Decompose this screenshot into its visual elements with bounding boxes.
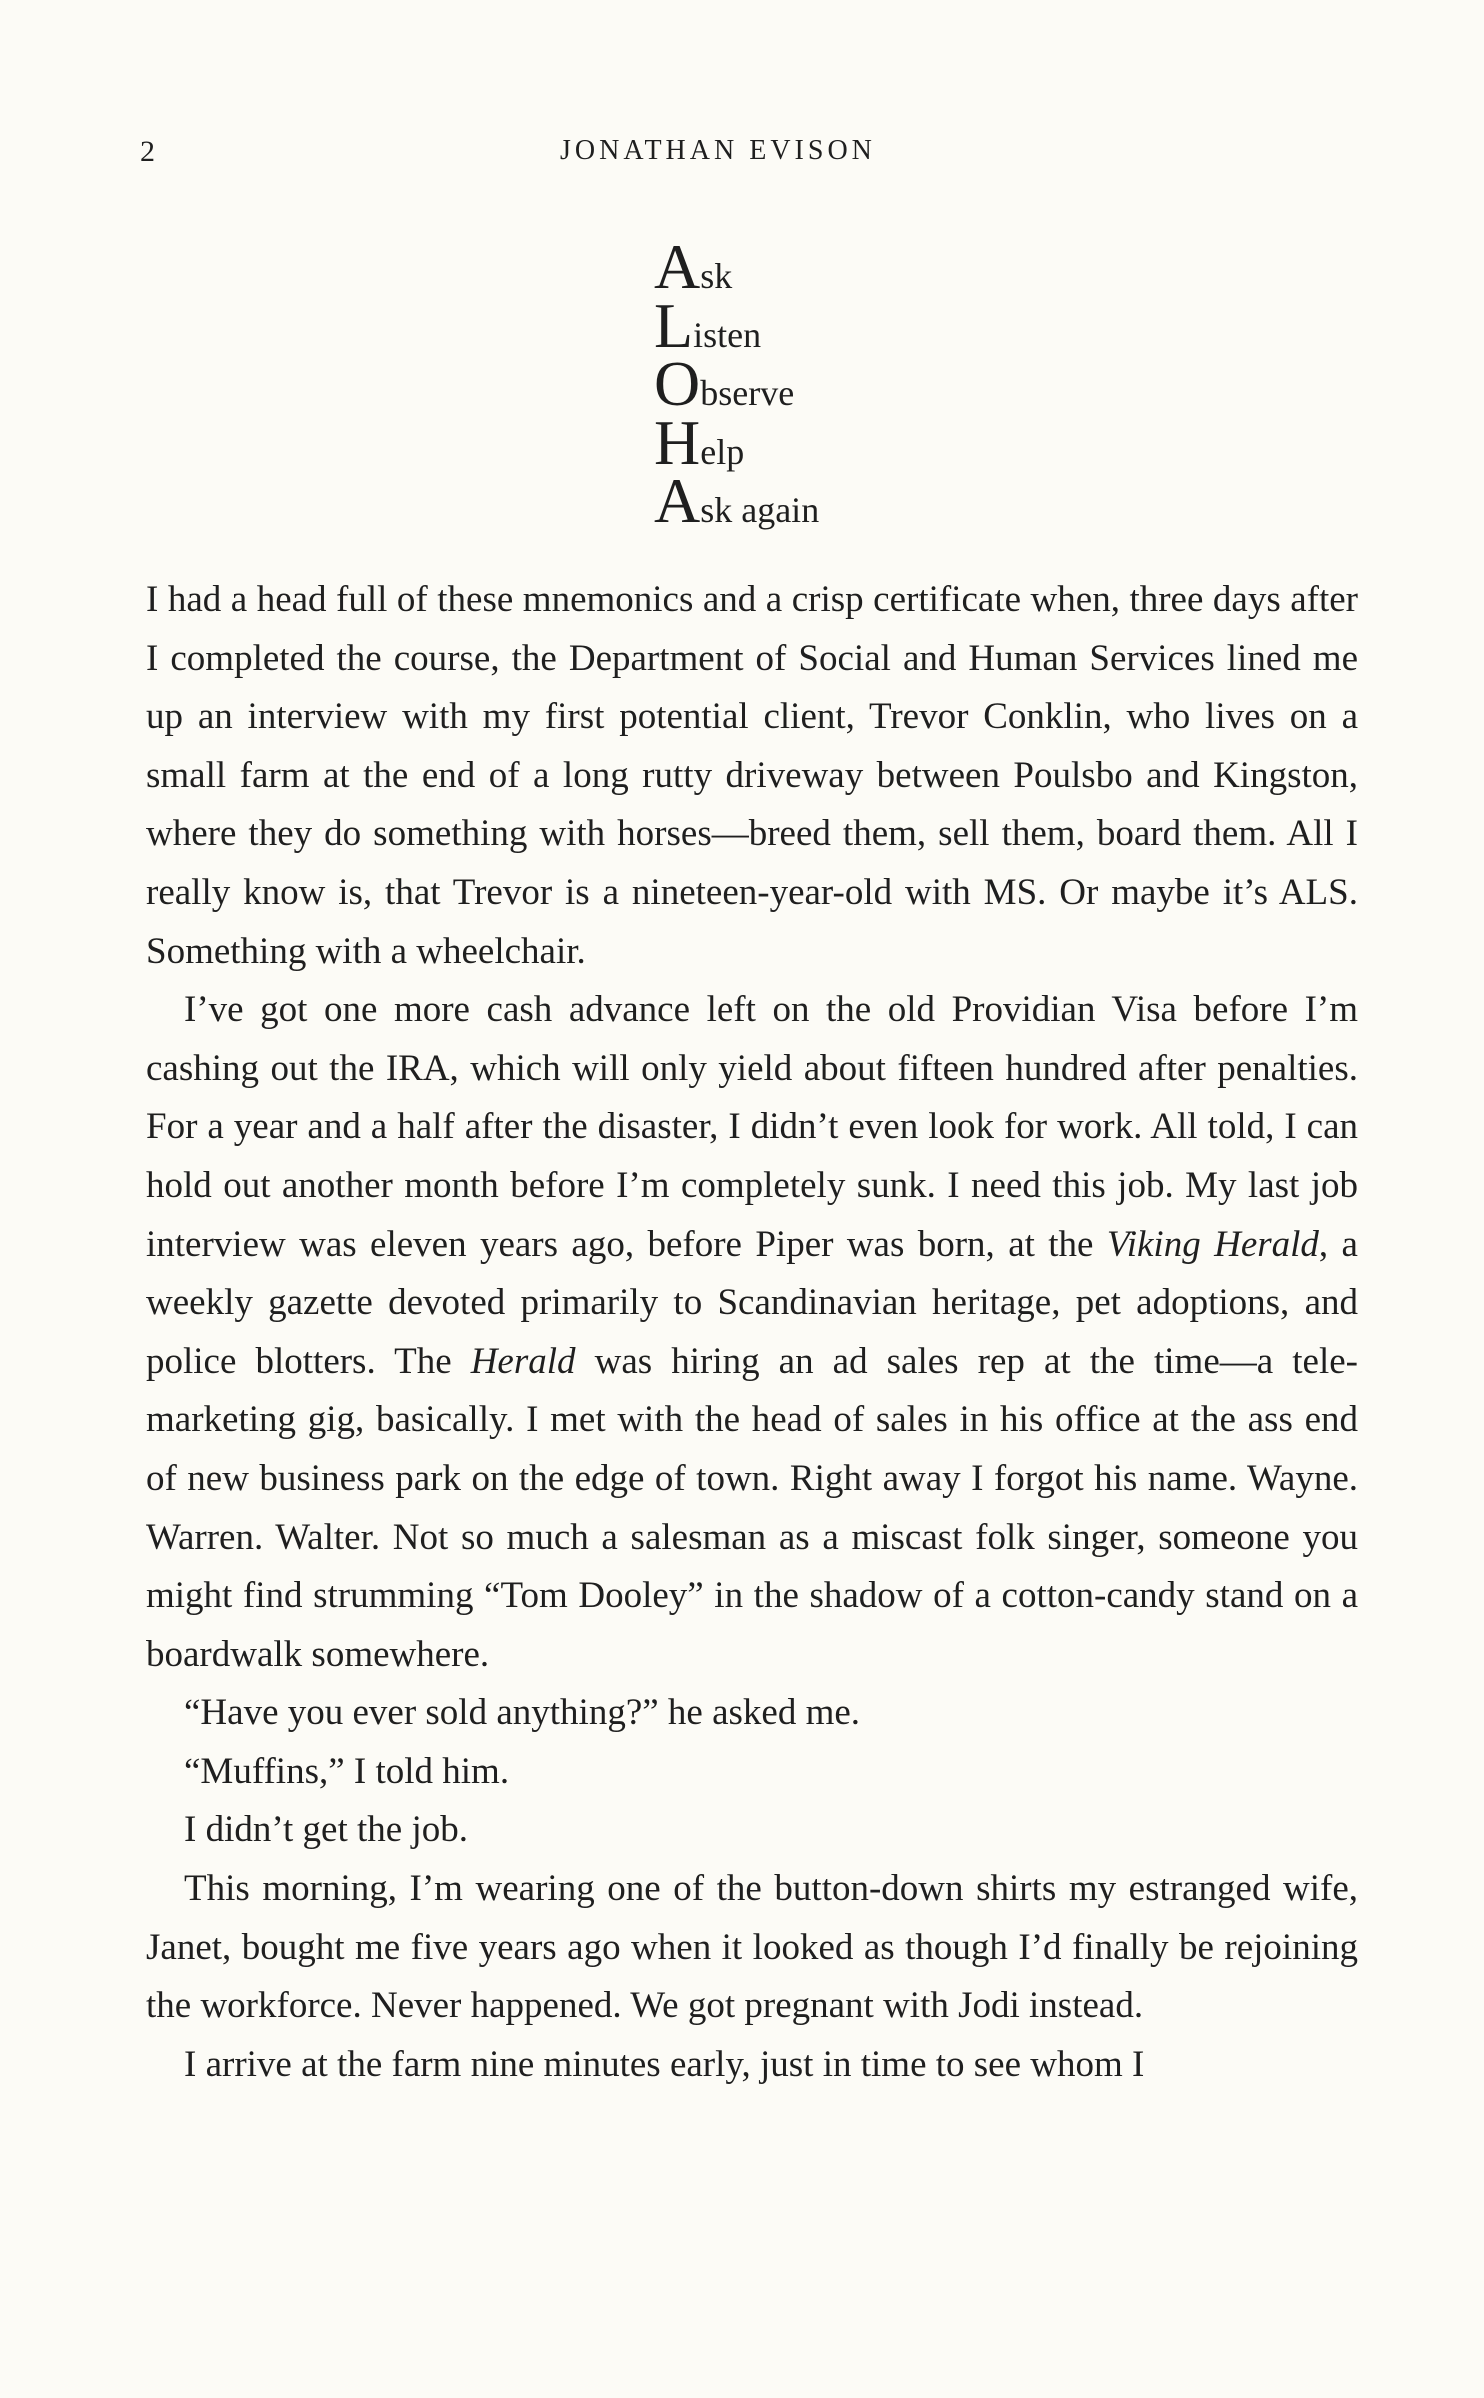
acronym-line-ask-again bbox=[654, 465, 1054, 536]
paragraph-2-part-3: was hiring an ad sales rep at the time—a telemarketing gig, basically. I met with the head of sales in his office at the ass end of new business park on the edge of town. Right away I forgot his name. Wayne. Warren. Walter. Not so much a salesman as a miscast folk singer, someone you might find strumming “Tom Dooley” in the shadow of a cotton-candy stand on a boardwalk somewhere. bbox=[146, 1340, 1358, 1675]
paragraph-morning: This morning, I’m wearing one of the button-down shirts my estranged wife, Janet, bought me five years ago when it looked as though I’d finally be rejoining the workforce. Never happened. We got pregnant with Jodi instead. bbox=[146, 1868, 1358, 2027]
acronym-rest: sk bbox=[700, 256, 733, 296]
acronym-initial: O bbox=[654, 348, 701, 419]
publication-title-short: Herald bbox=[470, 1340, 576, 1382]
dialogue-question: “Have you ever sold anything?” he asked me. bbox=[184, 1692, 861, 1734]
acronym-initial: A bbox=[654, 231, 701, 302]
acronym-initial: H bbox=[654, 406, 701, 478]
paragraph-2-part-2: , a weekly gazette devoted primarily to Scandinavian heritage, pet adoptions, and police blotters. The bbox=[146, 1223, 1358, 1382]
paragraph-arrival: I arrive at the farm nine minutes early, just in time to see whom I bbox=[184, 2043, 1145, 2085]
running-head: JONATHAN EVISON bbox=[560, 135, 876, 166]
acronym-rest: sk again bbox=[700, 490, 820, 530]
acronym-rest: isten bbox=[693, 314, 762, 355]
page-number: 2 bbox=[140, 135, 155, 168]
acronym-line-observe bbox=[654, 348, 1054, 419]
dialogue-answer: “Muffins,” I told him. bbox=[184, 1750, 510, 1792]
acronym-line-ask bbox=[654, 231, 1054, 302]
acronym-initial: A bbox=[654, 465, 701, 536]
paragraph-short: I didn’t get the job. bbox=[184, 1809, 468, 1851]
acronym-line-listen bbox=[654, 289, 1054, 361]
body-text bbox=[146, 571, 1358, 2094]
acronym-rest: bserve bbox=[700, 373, 795, 413]
paragraph-2 bbox=[146, 981, 1358, 1684]
aloha-acronym bbox=[654, 231, 1054, 536]
acronym-initial: L bbox=[654, 289, 694, 361]
acronym-rest: elp bbox=[700, 431, 745, 472]
paragraph-2-part-1: I’ve got one more cash advance left on the old Providian Visa before I’m cashing out the IRA, which will only yield about fifteen hundred after penalties. For a year and a half after the disaster, I didn’t even look for work. All told, I can hold out another month before I’m completely sunk. I need this job. My last job interview was eleven years ago, before Piper was born, at the bbox=[146, 989, 1358, 1265]
paragraph-1: I had a head full of these mnemonics and a crisp certificate when, three days after I completed the course, the Department of Social and Human Services lined me up an interview with my first potential client, Trevor Conklin, who lives on a small farm at the end of a long rutty driveway between Poulsbo and Kingston, where they do something with horses—breed them, sell them, board them. All I really know is, that Trevor is a nineteen-year-old with MS. Or maybe it’s ALS. Something with a wheelchair. bbox=[146, 579, 1358, 972]
acronym-line-help bbox=[654, 406, 1054, 478]
publication-title: Viking Herald bbox=[1106, 1223, 1319, 1265]
